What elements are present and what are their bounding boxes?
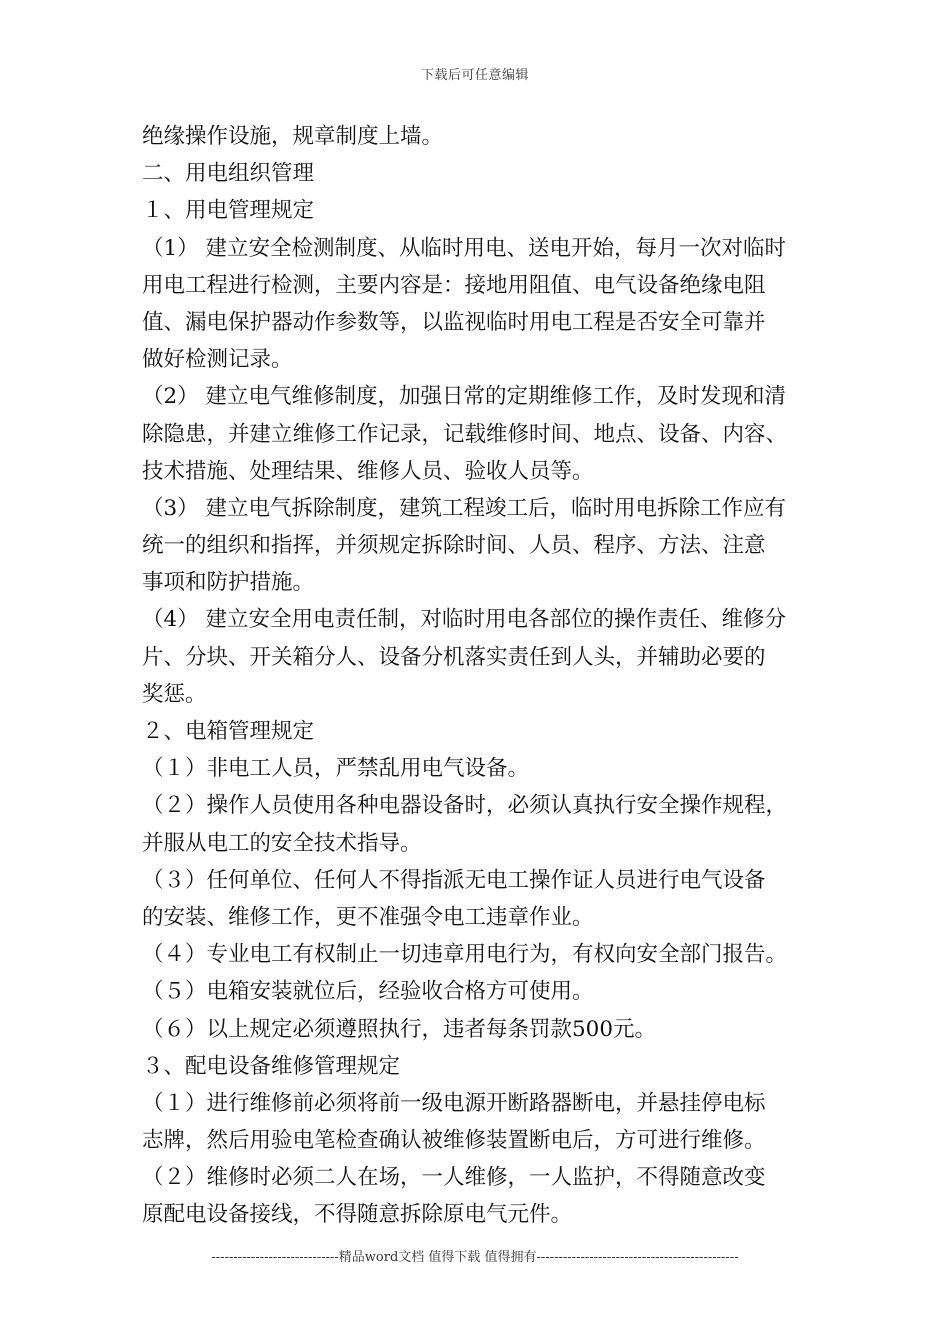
text-line: （１）进行维修前必须将前一级电源开断路器断电，并悬挂停电标 [142,1090,766,1116]
text-line: （3） 建立电气拆除制度，建筑工程竣工后，临时用电拆除工作应有 [142,495,787,521]
text-line: 事项和防护措施。 [142,570,315,596]
text-line: 除隐患，并建立维修工作记录，记载维修时间、地点、设备、内容、 [142,421,788,447]
text-line: （2） 建立电气维修制度，加强日常的定期维修工作，及时发现和清 [142,384,787,410]
text-line: 志牌，然后用验电笔检查确认被维修装置断电后，方可进行维修。 [142,1128,766,1154]
text-line: （３）任何单位、任何人不得指派无电工操作证人员进行电气设备 [142,867,766,893]
subsection-heading: ２、电箱管理规定 [142,719,315,744]
text-line: 做好检测记录。 [142,347,293,373]
subsection-heading: ３、配电设备维修管理规定 [142,1053,401,1079]
text-line: 原配电设备接线，不得随意拆除原电气元件。 [142,1202,573,1228]
text-line: 统一的组织和指挥，并须规定拆除时间、人员、程序、方法、注意 [142,533,766,559]
text-line: 并服从电工的安全技术指导。 [142,830,422,856]
text-line: （５）电箱安装就位后，经验收合格方可使用。 [142,979,594,1005]
text-line: 绝缘操作设施，规章制度上墙。 [142,124,444,149]
subsection-heading: １、用电管理规定 [142,198,315,224]
document-body [142,118,810,1234]
section-heading: 二、用电组织管理 [142,161,315,187]
text-line: （２）操作人员使用各种电器设备时，必须认真执行安全操作规程， [142,793,788,819]
text-line: （4） 建立安全用电责任制，对临时用电各部位的操作责任、维修分 [142,607,787,633]
text-line: 片、分块、开关箱分人、设备分机落实责任到人头，并辅助必要的 [142,644,766,670]
text-line: 的安装、维修工作，更不准强令电工违章作业。 [142,904,594,930]
text-line: （１）非电工人员，严禁乱用电气设备。 [142,756,530,782]
text-line: （２）维修时必须二人在场，一人维修，一人监护，不得随意改变 [142,1165,766,1191]
page-footer: -----------------------------精品word文档 值得下载 值得拥有---------------------------------------------- [211,1250,739,1265]
text-line: （６）以上规定必须遵照执行，违者每条罚款500元。 [142,1016,657,1042]
text-line: 技术措施、处理结果、维修人员、验收人员等。 [142,458,594,484]
text-line: 奖惩。 [142,681,207,707]
text-line: 值、漏电保护器动作参数等，以监视临时用电工程是否安全可靠并 [142,309,766,335]
text-line: （４）专业电工有权制止一切违章用电行为，有权向安全部门报告。 [142,942,788,968]
text-line: 用电工程进行检测，主要内容是：接地用阻值、电气设备绝缘电阻 [142,272,766,298]
text-line: （1） 建立安全检测制度、从临时用电、送电开始，每月一次对临时 [142,235,787,261]
page-header: 下载后可任意编辑 [420,68,529,83]
